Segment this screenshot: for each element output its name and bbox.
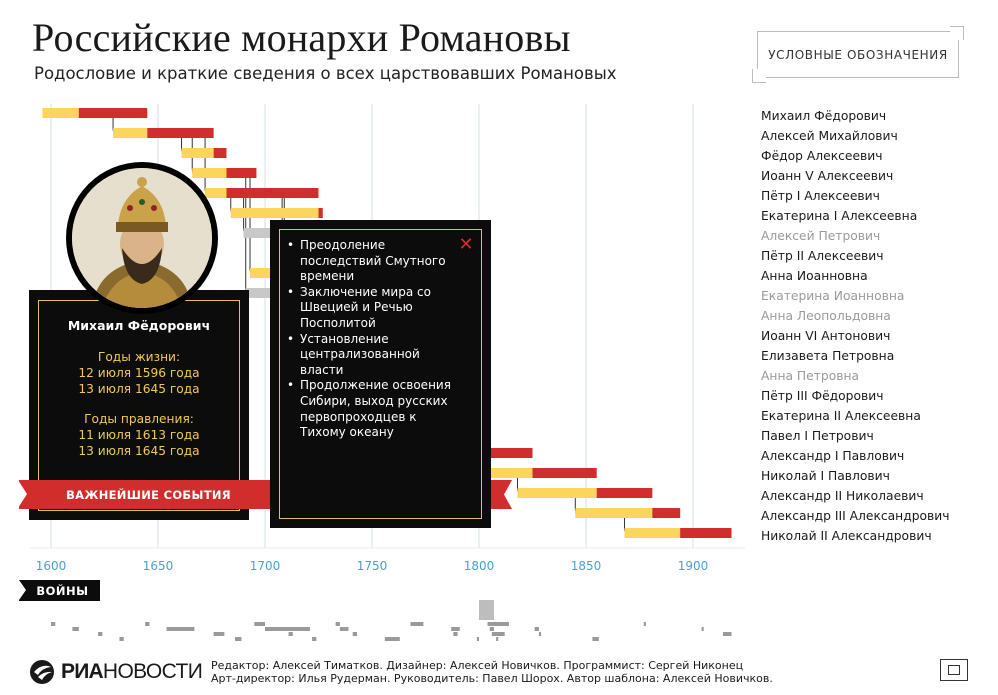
reign-bar (79, 108, 147, 118)
monarch-portrait (66, 162, 218, 314)
event-item: • Преодоление последствий Смутного времени (287, 238, 452, 285)
monarch-name-item[interactable]: Анна Иоанновна (761, 269, 868, 283)
fullscreen-button[interactable] (940, 659, 968, 681)
life-bar (205, 188, 226, 198)
life-end: 13 июля 1645 года (78, 382, 200, 396)
credits-line-2: Арт-директор: Илья Рудерман. Руководитель: Павел Шорох. Автор шаблона: Алексей Новичков. (211, 672, 773, 685)
monarch-name-item[interactable]: Елизавета Петровна (761, 349, 895, 363)
x-tick-label: 1700 (249, 559, 281, 573)
monarch-name-item[interactable]: Пётр I Алексеевич (761, 189, 880, 203)
reign-start: 11 июля 1613 года (78, 428, 200, 442)
war-bar (702, 627, 704, 631)
reign-bar (226, 188, 318, 198)
war-bar (505, 622, 509, 626)
credits (211, 659, 773, 685)
life-bar (575, 508, 652, 518)
x-tick-label: 1600 (35, 559, 67, 573)
monarch-name-item[interactable]: Екатерина II Алексеевна (761, 409, 921, 423)
monarch-name-item[interactable]: Николай I Павлович (761, 469, 890, 483)
monarch-name-item[interactable]: Михаил Фёдорович (761, 109, 887, 123)
war-bar (98, 632, 102, 636)
monarch-name-list (761, 106, 991, 546)
war-bar (167, 627, 195, 631)
monarch-name-item[interactable]: Александр II Николаевич (761, 489, 924, 503)
monarch-name-item[interactable]: Александр III Александрович (761, 509, 950, 523)
war-bar (453, 632, 457, 636)
reign-end: 13 июля 1645 года (78, 444, 200, 458)
war-bar (336, 622, 340, 626)
reign-bar (319, 208, 323, 218)
war-bar (492, 632, 505, 636)
life-bar (192, 168, 226, 178)
war-bar (254, 622, 265, 626)
life-bar (113, 128, 147, 138)
war-bar (145, 622, 149, 626)
life-bar (518, 488, 597, 498)
war-bar (535, 627, 539, 631)
life-years (29, 349, 249, 397)
legend-button-label: УСЛОВНЫЕ ОБОЗНАЧЕНИЯ (768, 47, 948, 62)
monarch-name-item[interactable]: Александр I Павлович (761, 449, 905, 463)
life-bar (625, 528, 681, 538)
war-bar (235, 637, 241, 641)
ria-logo-icon (29, 659, 57, 685)
war-bar (644, 622, 646, 626)
war-bar (539, 632, 541, 636)
ribbon-tail (488, 480, 512, 509)
events-button-label: ВАЖНЕЙШИЕ СОБЫТИЯ (66, 487, 231, 502)
monarch-name-item[interactable]: Анна Петровна (761, 369, 860, 383)
war-bar (385, 637, 400, 641)
events-card (270, 220, 491, 528)
x-tick-label: 1750 (356, 559, 388, 573)
event-item: • Установление централизованной власти (287, 332, 452, 379)
war-bar (289, 632, 293, 636)
lineage-connector (205, 138, 209, 193)
war-bar (488, 622, 507, 626)
monarch-name-item[interactable]: Алексей Петрович (761, 229, 881, 243)
wars-label-text: ВОЙНЫ (36, 583, 89, 598)
tsar-portrait-icon (72, 168, 212, 308)
monarch-name-item[interactable]: Фёдор Алексеевич (761, 149, 883, 163)
close-icon[interactable]: ✕ (458, 234, 474, 255)
reign-bar (680, 528, 731, 538)
page-title: Российские монархи Романовы (32, 15, 571, 60)
life-bar (42, 108, 78, 118)
events-button[interactable] (19, 480, 270, 509)
monarch-name-item[interactable]: Екатерина I Алексеевна (761, 209, 918, 223)
war-bar (353, 632, 357, 636)
reign-bar (147, 128, 213, 138)
wars-label[interactable] (19, 580, 100, 601)
event-item: • Продолжение освоения Сибири, выход русских первопроходцев к Тихому океану (287, 378, 452, 440)
fullscreen-icon (948, 665, 960, 675)
war-bar (490, 627, 494, 631)
reign-bar (214, 148, 227, 158)
war-bar (592, 637, 598, 641)
monarch-name-item[interactable]: Пётр III Фёдорович (761, 389, 884, 403)
reign-years-label: Годы правления: (84, 412, 194, 426)
life-start: 12 июля 1596 года (78, 366, 200, 380)
x-tick-label: 1650 (142, 559, 174, 573)
x-tick-label: 1800 (463, 559, 495, 573)
reign-years (29, 411, 249, 459)
war-bar (477, 637, 479, 641)
events-list (287, 238, 452, 441)
life-bar (182, 148, 214, 158)
monarch-name-item[interactable]: Иоанн V Алексеевич (761, 169, 894, 183)
monarch-name-item[interactable]: Иоанн VI Антонович (761, 329, 891, 343)
credits-line-1: Редактор: Алексей Тиматков. Дизайнер: Алексей Новичков. Программист: Сергей Никонец (211, 659, 744, 672)
x-tick-label: 1900 (677, 559, 709, 573)
monarch-name-item[interactable]: Павел I Петрович (761, 429, 874, 443)
page-subtitle: Родословие и краткие сведения о всех царствовавших Романовых (34, 64, 617, 83)
monarch-name-item[interactable]: Пётр II Алексеевич (761, 249, 884, 263)
reign-bar (226, 168, 256, 178)
war-bar (411, 622, 424, 626)
war-bar (214, 632, 225, 636)
reign-bar (652, 508, 680, 518)
war-bar (479, 600, 494, 620)
war-bar (72, 627, 78, 631)
monarch-name: Михаил Фёдорович (67, 318, 211, 333)
monarch-name-item[interactable]: Николай II Александрович (761, 529, 932, 543)
war-bar (119, 637, 123, 641)
war-bar (265, 627, 310, 631)
monarch-name-item[interactable]: Анна Леопольдовна (761, 309, 891, 323)
war-bar (451, 627, 460, 631)
war-bar (496, 637, 498, 641)
war-bar (312, 637, 316, 641)
reign-bar (597, 488, 653, 498)
logo-text-novosti: НОВОСТИ (102, 660, 203, 683)
x-tick-label: 1850 (570, 559, 602, 573)
monarch-name-item[interactable]: Алексей Михайлович (761, 129, 898, 143)
war-bar (340, 627, 349, 631)
war-bar (51, 622, 55, 626)
monarch-name-item[interactable]: Екатерина Иоанновна (761, 289, 905, 303)
logo-text-ria: РИА (61, 660, 103, 683)
reign-bar (533, 468, 597, 478)
war-bar (723, 632, 732, 636)
life-bar (231, 208, 319, 218)
event-item: • Заключение мира со Швецией и Речью Посполитой (287, 285, 452, 332)
life-years-label: Годы жизни: (97, 350, 181, 364)
ria-logo (29, 659, 202, 685)
